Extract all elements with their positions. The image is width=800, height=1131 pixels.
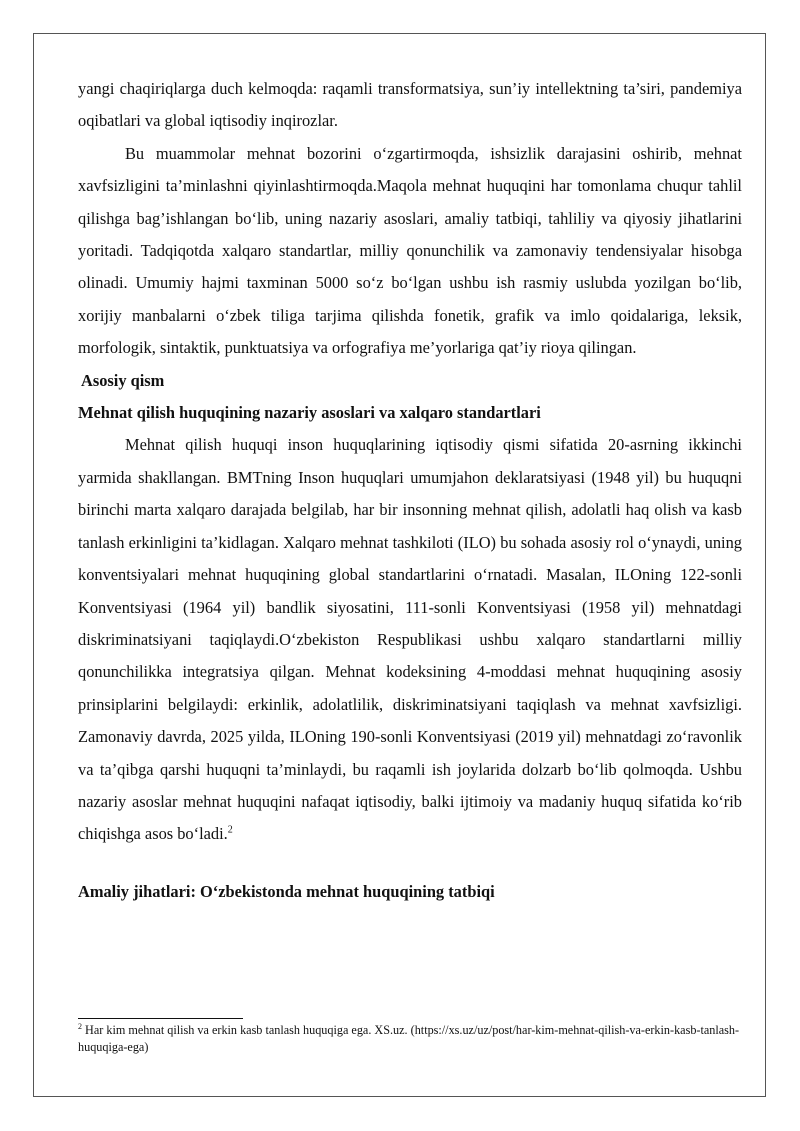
heading-section-practice: Amaliy jihatlari: O‘zbekistonda mehnat huquqining tatbiqi	[78, 881, 495, 901]
footnote	[78, 1022, 742, 1056]
heading-section-theory: Mehnat qilish huquqining nazariy asoslari va xalqaro standartlari	[78, 403, 541, 423]
document-body	[78, 73, 742, 908]
paragraph-theory	[78, 429, 742, 850]
paragraph-problems: Bu muammolar mehnat bozorini o‘zgartirmoqda, ishsizlik darajasini oshirib, mehnat xavfsizligini ta’minlashni qiyinlashtirmoqda.Maqola mehnat huquqini har tomonlama chuqur tahlil qilishga bag’ishlangan bo‘lib, uning nazariy asoslari, amaliy tatbiqi, tahliliy va qiyosiy jihatlarini yoritadi. Tadqiqotda xalqaro standartlar, milliy qonunchilik va zamonaviy tendensiyalar hisobga olinadi. Umumiy hajmi taxminan 5000 so‘z bo‘lgan ushbu ish rasmiy uslubda yozilgan bo‘lib, xorijiy manbalarni o‘zbek tiliga tarjima qilishda fonetik, grafik va imlo qoidalariga, leksik, morfologik, sintaktik, punktuatsiya va orfografiya me’yorlariga qat’iy rioya qilingan.	[78, 143, 742, 358]
footnote-reference[interactable]: 2	[227, 824, 233, 836]
footnote-text: Har kim mehnat qilish va erkin kasb tanlash huquqiga ega. XS.uz. (https://xs.uz/uz/post/har-kim-mehnat-qilish-va-erkin-kasb-tanlash-huquqiga-ega)	[78, 1023, 740, 1054]
footnote-separator	[78, 1018, 243, 1019]
heading-main-part: Asosiy qism	[81, 370, 165, 390]
paragraph-intro-continued: yangi chaqiriqlarga duch kelmoqda: raqamli transformatsiya, sun’iy intellektning ta’siri, pandemiya oqibatlari va global iqtisodiy inqirozlar.	[78, 79, 742, 131]
paragraph-theory-text: Mehnat qilish huquqi inson huquqlarining iqtisodiy qismi sifatida 20-asrning ikkinchi yarmida shakllangan. BMTning Inson huquqlari umumjahon deklaratsiyasi (1948 yil) bu huquqni birinchi marta xalqaro darajada belgilab, har bir insonning mehnat qilish, adolatli haq olish va kasb tanlash erkinligini ta’kidlagan. Xalqaro mehnat tashkiloti (ILO) bu sohada asosiy rol o‘ynaydi, uning konventsiyalari mehnat huquqining global standartlarini o‘rnatadi. Masalan, ILOning 122-sonli Konventsiyasi (1964 yil) bandlik siyosatini, 111-sonli Konventsiyasi (1958 yil) mehnatdagi diskriminatsiyani taqiqlaydi.O‘zbekiston Respublikasi ushbu xalqaro standartlarni milliy qonunchilikka integratsiya qilgan. Mehnat kodeksining 4-moddasi mehnat huquqining asosiy prinsiplarini belgilaydi: erkinlik, adolatlilik, diskriminatsiyani taqiqlash va mehnat xavfsizligi. Zamonaviy davrda, 2025 yilda, ILOning 190-sonli Konventsiyasi (2019 yil) mehnatdagi zo‘ravonlik va ta’qibga qarshi huquqni ta’minlaydi, bu raqamli ish joylarida dolzarb bo‘lib qolmoqda. Ushbu nazariy asoslar mehnat huquqini nafaqat iqtisodiy, balki ijtimoiy va madaniy huquq sifatida ko‘rib chiqishga asos bo‘ladi.	[78, 435, 742, 844]
footnote-number: 2	[78, 1021, 82, 1031]
